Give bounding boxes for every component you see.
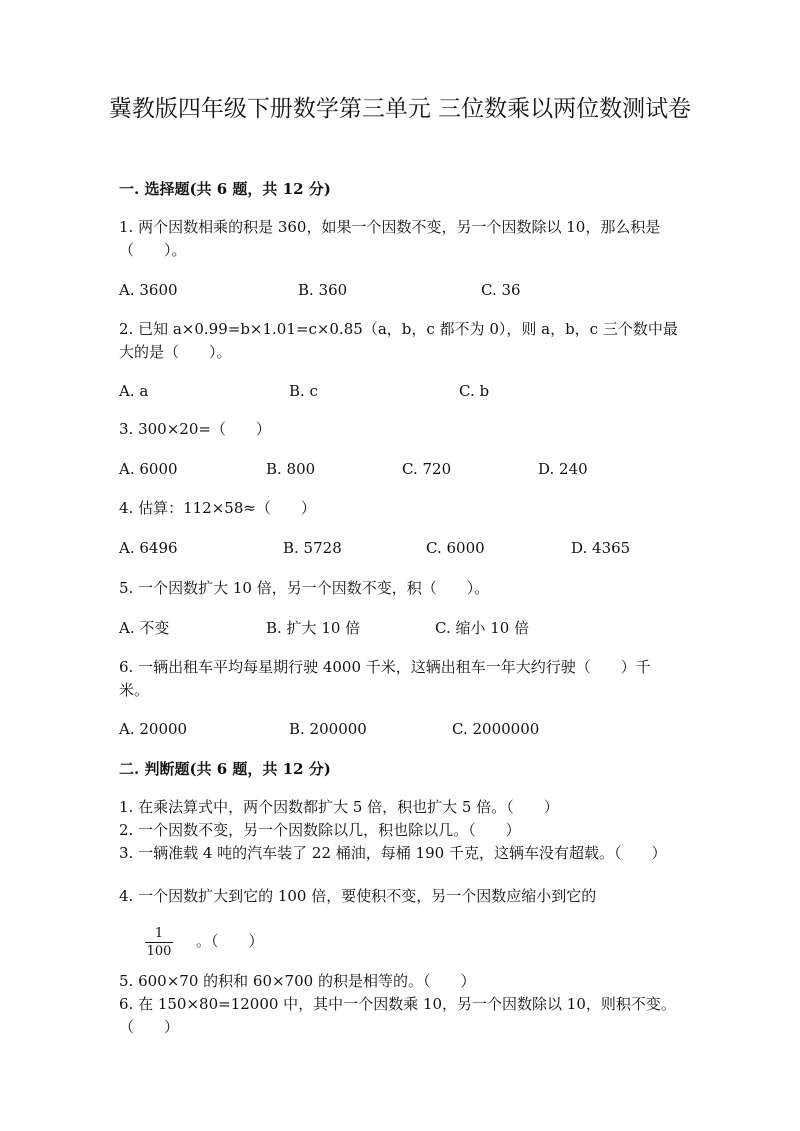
options-q6 (119, 718, 679, 740)
option-b: B. 360 (298, 281, 348, 299)
option-d: D. 4365 (571, 539, 631, 557)
options-q4 (119, 537, 679, 559)
option-a: A. 不变 (119, 619, 170, 637)
option-c: C. 6000 (426, 539, 485, 557)
option-c: C. 缩小 10 倍 (435, 619, 530, 637)
tf-item-2: 2. 一个因数不变，另一个因数除以几，积也除以几。（ ） (119, 821, 521, 839)
fraction-bar (145, 942, 173, 943)
option-c: C. 2000000 (452, 720, 540, 738)
question-2: 2. 已知 a×0.99=b×1.01=c×0.85（a，b，c 都不为 0），则 a，b，c 三个数中最大的是（ ）。 (119, 320, 678, 361)
options-q1 (119, 279, 679, 301)
option-d: D. 240 (538, 460, 588, 478)
tf-item-4: 4. 一个因数扩大到它的 100 倍，要使积不变，另一个因数应缩小到它的 (119, 887, 597, 905)
option-a: A. 6000 (119, 460, 178, 478)
option-a: A. 3600 (119, 281, 178, 299)
fraction-denominator: 100 (146, 944, 172, 959)
tf-item-3: 3. 一辆准载 4 吨的汽车装了 22 桶油，每桶 190 千克，这辆车没有超载。（ ） (119, 844, 667, 862)
option-a: A. 20000 (119, 720, 188, 738)
question-3: 3. 300×20=（ ） (119, 420, 271, 438)
option-a: A. a (119, 382, 149, 400)
options-q5 (119, 617, 679, 639)
question-5: 5. 一个因数扩大 10 倍，另一个因数不变，积（ ）。 (119, 579, 490, 597)
option-b: B. 5728 (283, 539, 342, 557)
options-q2 (119, 380, 679, 402)
fraction-answer-blank: 。（ ） (196, 932, 264, 950)
fraction-one-hundredth (144, 926, 174, 959)
tf-item-6: 6. 在 150×80=12000 中，其中一个因数乘 10，另一个因数除以 10，则积不变。（ ） (119, 995, 676, 1036)
option-a: A. 6496 (119, 539, 178, 557)
section-heading-true-false: 二. 判断题(共 6 题，共 12 分) (119, 760, 331, 778)
page-title: 冀教版四年级下册数学第三单元 三位数乘以两位数测试卷 (108, 96, 692, 122)
option-c: C. 720 (402, 460, 452, 478)
question-6: 6. 一辆出租车平均每星期行驶 4000 千米，这辆出租车一年大约行驶（ ）千米。 (119, 658, 651, 699)
options-q3 (119, 458, 679, 480)
question-4: 4. 估算：112×58≈（ ） (119, 499, 316, 517)
option-b: B. c (289, 382, 318, 400)
option-c: C. b (459, 382, 490, 400)
option-b: B. 扩大 10 倍 (266, 619, 361, 637)
option-c: C. 36 (481, 281, 521, 299)
question-1: 1. 两个因数相乘的积是 360，如果一个因数不变，另一个因数除以 10，那么积是（ ）。 (119, 218, 661, 259)
option-b: B. 800 (266, 460, 316, 478)
fraction-numerator: 1 (154, 926, 164, 941)
tf-item-1: 1. 在乘法算式中，两个因数都扩大 5 倍，积也扩大 5 倍。（ ） (119, 798, 559, 816)
section-heading-choice: 一. 选择题(共 6 题，共 12 分) (119, 180, 331, 198)
tf-item-5: 5. 600×70 的积和 60×700 的积是相等的。（ ） (119, 972, 476, 990)
option-b: B. 200000 (289, 720, 367, 738)
